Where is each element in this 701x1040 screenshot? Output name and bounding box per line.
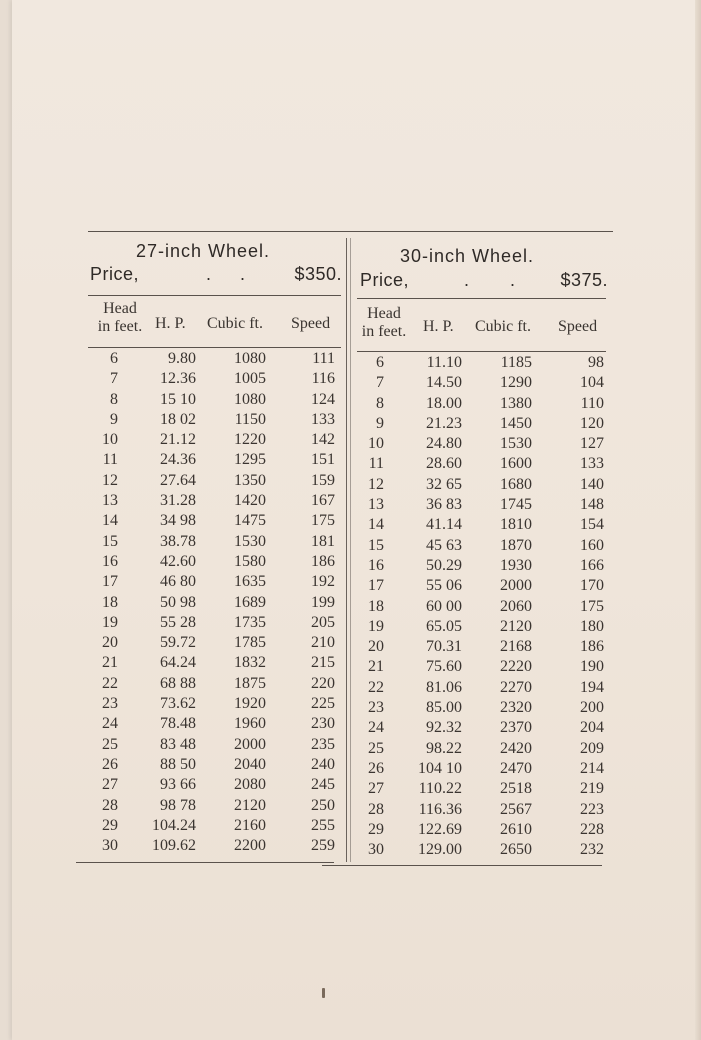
colhead-speed: Speed — [291, 315, 331, 332]
table-row — [356, 637, 606, 657]
colhead-head-line1: Head — [103, 300, 137, 317]
cell-cubic: 1600 — [500, 455, 532, 473]
price-label: Price, — [90, 264, 140, 284]
table-row — [356, 840, 606, 860]
colhead-head — [90, 300, 150, 336]
cell-cubic: 2040 — [234, 755, 266, 773]
cell-head: 9 — [110, 410, 118, 428]
cell-hp: 45 63 — [426, 536, 462, 554]
table-row — [356, 698, 606, 718]
cell-cubic: 2320 — [500, 699, 532, 717]
cell-speed: 225 — [311, 695, 335, 713]
cell-hp: 24.80 — [426, 435, 462, 453]
cell-speed: 192 — [311, 573, 335, 591]
cell-hp: 31.28 — [160, 492, 196, 510]
cell-head: 6 — [376, 354, 384, 371]
table-row — [356, 454, 606, 474]
price-value: $375. — [560, 270, 608, 290]
price-rule-right — [357, 298, 606, 299]
cell-hp: 21.23 — [426, 414, 462, 432]
cell-hp: 46 80 — [160, 573, 196, 591]
cell-speed: 194 — [580, 678, 604, 696]
cell-hp: 116.36 — [418, 800, 462, 818]
cell-cubic: 1350 — [234, 471, 266, 489]
cell-hp: 41.14 — [426, 516, 462, 534]
cell-hp: 32 65 — [426, 475, 462, 493]
table-row — [356, 779, 606, 799]
cell-hp: 14.50 — [426, 374, 462, 392]
cell-head: 23 — [102, 695, 118, 713]
cell-head: 21 — [368, 658, 384, 676]
cell-speed: 120 — [580, 414, 604, 432]
cell-head: 26 — [102, 755, 118, 773]
colhead-hp: H. P. — [423, 318, 454, 335]
table-row — [356, 515, 606, 535]
table-row — [356, 414, 606, 434]
cell-head: 18 — [102, 593, 118, 611]
cell-speed: 199 — [311, 593, 335, 611]
cell-hp: 85.00 — [426, 699, 462, 717]
table-row — [90, 714, 340, 734]
cell-hp: 129.00 — [418, 841, 462, 859]
cell-speed: 210 — [311, 634, 335, 652]
cell-hp: 24.36 — [160, 451, 196, 469]
cell-hp: 18.00 — [426, 394, 462, 412]
cell-cubic: 2000 — [234, 735, 266, 753]
cell-speed: 228 — [580, 820, 604, 838]
cell-cubic: 1475 — [234, 512, 266, 530]
cell-hp: 104 10 — [418, 759, 462, 777]
cell-cubic: 1380 — [500, 394, 532, 412]
table-row — [356, 434, 606, 454]
cell-head: 12 — [368, 475, 384, 493]
colhead-cubic: Cubic ft. — [475, 318, 531, 335]
table-row — [90, 796, 340, 816]
cell-speed: 259 — [311, 837, 335, 855]
table-row — [356, 394, 606, 414]
cell-cubic: 2080 — [234, 776, 266, 794]
table-row — [90, 735, 340, 755]
cell-cubic: 2370 — [500, 719, 532, 737]
table-title-30: 30-inch Wheel. — [400, 246, 535, 266]
cell-hp: 55 28 — [160, 613, 196, 631]
cell-head: 16 — [102, 552, 118, 570]
cell-head: 12 — [102, 471, 118, 489]
cell-cubic: 2470 — [500, 759, 532, 777]
cell-speed: 148 — [580, 496, 604, 514]
cell-head: 8 — [376, 394, 384, 412]
cell-head: 27 — [368, 780, 384, 798]
table-row — [356, 800, 606, 820]
cell-cubic: 1635 — [234, 573, 266, 591]
cell-speed: 142 — [311, 431, 335, 449]
cell-hp: 68 88 — [160, 674, 196, 692]
cell-hp: 109.62 — [152, 837, 196, 855]
cell-head: 24 — [368, 719, 384, 737]
table-title-27: 27-inch Wheel. — [136, 241, 271, 261]
cell-hp: 92.32 — [426, 719, 462, 737]
cell-cubic: 1295 — [234, 451, 266, 469]
table-row — [90, 491, 340, 511]
table-row — [356, 353, 606, 373]
cell-head: 29 — [368, 820, 384, 838]
cell-hp: 75.60 — [426, 658, 462, 676]
cell-cubic: 2567 — [500, 800, 532, 818]
table-row — [356, 678, 606, 698]
cell-head: 22 — [102, 674, 118, 692]
cell-speed: 186 — [580, 638, 604, 656]
cell-cubic: 2220 — [500, 658, 532, 676]
table-row — [90, 633, 340, 653]
cell-cubic: 2200 — [234, 837, 266, 855]
colhead-speed: Speed — [558, 318, 598, 335]
cell-speed: 200 — [580, 699, 604, 717]
cell-head: 18 — [368, 597, 384, 615]
center-divider-inner — [350, 238, 351, 862]
table-row — [90, 369, 340, 389]
table-row — [90, 572, 340, 592]
cell-speed: 220 — [311, 674, 335, 692]
colhead-head-line2: in feet. — [97, 318, 143, 335]
price-dots: . . — [206, 264, 258, 284]
cell-speed: 127 — [580, 435, 604, 453]
cell-cubic: 1150 — [234, 410, 266, 428]
cell-speed: 230 — [311, 715, 335, 733]
cell-cubic: 1220 — [234, 431, 266, 449]
cell-hp: 70.31 — [426, 638, 462, 656]
cell-head: 28 — [102, 796, 118, 814]
cell-hp: 93 66 — [160, 776, 196, 794]
cell-speed: 250 — [311, 796, 335, 814]
cell-cubic: 1689 — [234, 593, 266, 611]
cell-head: 11 — [102, 451, 118, 469]
cell-head: 24 — [102, 715, 118, 733]
cell-head: 15 — [102, 532, 118, 550]
cell-cubic: 1580 — [234, 552, 266, 570]
cell-head: 30 — [368, 841, 384, 859]
cell-hp: 122.69 — [418, 820, 462, 838]
table-row — [356, 475, 606, 495]
cell-speed: 223 — [580, 800, 604, 818]
cell-speed: 175 — [580, 597, 604, 615]
cell-head: 16 — [368, 556, 384, 574]
table-row — [356, 597, 606, 617]
top-rule — [88, 231, 613, 232]
table-row — [90, 410, 340, 430]
cell-hp: 98 78 — [160, 796, 196, 814]
cell-head: 30 — [102, 837, 118, 855]
table-row — [356, 657, 606, 677]
cell-cubic: 2120 — [234, 796, 266, 814]
table-row — [356, 373, 606, 393]
cell-head: 27 — [102, 776, 118, 794]
cell-head: 14 — [102, 512, 118, 530]
cell-head: 10 — [102, 431, 118, 449]
ink-spot — [322, 988, 325, 998]
table-row — [90, 775, 340, 795]
cell-head: 7 — [110, 370, 118, 388]
cell-head: 10 — [368, 435, 384, 453]
colhead-cubic: Cubic ft. — [207, 315, 263, 332]
cell-cubic: 1735 — [234, 613, 266, 631]
table-row — [356, 739, 606, 759]
cell-speed: 154 — [580, 516, 604, 534]
cell-hp: 18 02 — [160, 410, 196, 428]
table-row — [90, 349, 340, 369]
center-divider — [346, 238, 347, 862]
page-edge — [695, 0, 701, 1040]
cell-hp: 21.12 — [160, 431, 196, 449]
table-row — [90, 674, 340, 694]
cell-cubic: 1680 — [500, 475, 532, 493]
cell-speed: 240 — [311, 755, 335, 773]
cell-speed: 255 — [311, 816, 335, 834]
cell-cubic: 1920 — [234, 695, 266, 713]
cell-head: 26 — [368, 759, 384, 777]
cell-head: 8 — [110, 390, 118, 408]
cell-hp: 83 48 — [160, 735, 196, 753]
cell-speed: 98 — [588, 354, 604, 371]
table-row — [90, 390, 340, 410]
colhead-head-line2: in feet. — [361, 323, 407, 340]
colhead-head-line1: Head — [367, 305, 401, 322]
cell-speed: 245 — [311, 776, 335, 794]
cell-head: 7 — [376, 374, 384, 392]
cell-speed: 181 — [311, 532, 335, 550]
cell-cubic: 1745 — [500, 496, 532, 514]
cell-head: 25 — [102, 735, 118, 753]
cell-speed: 214 — [580, 759, 604, 777]
cell-head: 6 — [110, 350, 118, 367]
cell-cubic: 2000 — [500, 577, 532, 595]
price-dots: . . — [464, 270, 534, 290]
cell-cubic: 1960 — [234, 715, 266, 733]
cell-hp: 15 10 — [160, 390, 196, 408]
cell-hp: 65.05 — [426, 617, 462, 635]
cell-cubic: 2160 — [234, 816, 266, 834]
cell-hp: 104.24 — [152, 816, 196, 834]
cell-speed: 124 — [311, 390, 335, 408]
cell-speed: 151 — [311, 451, 335, 469]
cell-hp: 12.36 — [160, 370, 196, 388]
cell-speed: 204 — [580, 719, 604, 737]
cell-head: 11 — [368, 455, 384, 473]
bottom-rule-left — [76, 862, 334, 863]
cell-hp: 55 06 — [426, 577, 462, 595]
cell-head: 14 — [368, 516, 384, 534]
cell-head: 23 — [368, 699, 384, 717]
cell-hp: 42.60 — [160, 552, 196, 570]
colhead-head — [354, 305, 414, 341]
cell-cubic: 1080 — [234, 350, 266, 367]
cell-speed: 180 — [580, 617, 604, 635]
table-row — [90, 430, 340, 450]
cell-speed: 133 — [580, 455, 604, 473]
cell-hp: 110.22 — [418, 780, 462, 798]
cell-hp: 98.22 — [426, 739, 462, 757]
price-value: $350. — [294, 264, 342, 284]
cell-head: 29 — [102, 816, 118, 834]
cell-speed: 205 — [311, 613, 335, 631]
cell-speed: 235 — [311, 735, 335, 753]
cell-speed: 159 — [311, 471, 335, 489]
cell-hp: 50.29 — [426, 556, 462, 574]
cell-speed: 186 — [311, 552, 335, 570]
cell-cubic: 2420 — [500, 739, 532, 757]
cell-hp: 88 50 — [160, 755, 196, 773]
cell-cubic: 1185 — [500, 354, 532, 371]
cell-head: 17 — [102, 573, 118, 591]
table-row — [90, 836, 340, 856]
cell-cubic: 1832 — [234, 654, 266, 672]
cell-hp: 81.06 — [426, 678, 462, 696]
cell-head: 28 — [368, 800, 384, 818]
cell-head: 22 — [368, 678, 384, 696]
price-label: Price, — [360, 270, 410, 290]
cell-hp: 64.24 — [160, 654, 196, 672]
cell-cubic: 1080 — [234, 390, 266, 408]
cell-head: 17 — [368, 577, 384, 595]
cell-speed: 160 — [580, 536, 604, 554]
cell-hp: 28.60 — [426, 455, 462, 473]
table-row — [90, 816, 340, 836]
cell-speed: 110 — [580, 394, 604, 412]
cell-speed: 140 — [580, 475, 604, 493]
cell-head: 13 — [368, 496, 384, 514]
table-row — [90, 511, 340, 531]
cell-cubic: 1785 — [234, 634, 266, 652]
cell-hp: 9.80 — [168, 350, 196, 367]
table-row — [356, 556, 606, 576]
cell-cubic: 1450 — [500, 414, 532, 432]
cell-speed: 167 — [311, 492, 335, 510]
cell-speed: 190 — [580, 658, 604, 676]
cell-speed: 170 — [580, 577, 604, 595]
cell-speed: 209 — [580, 739, 604, 757]
cell-cubic: 1530 — [500, 435, 532, 453]
cell-head: 9 — [376, 414, 384, 432]
cell-cubic: 1875 — [234, 674, 266, 692]
cell-hp: 78.48 — [160, 715, 196, 733]
cell-head: 19 — [102, 613, 118, 631]
cell-cubic: 1420 — [234, 492, 266, 510]
table-row — [90, 593, 340, 613]
table-row — [90, 694, 340, 714]
cell-hp: 36 83 — [426, 496, 462, 514]
cell-cubic: 2060 — [500, 597, 532, 615]
cell-cubic: 2120 — [500, 617, 532, 635]
cell-speed: 175 — [311, 512, 335, 530]
cell-speed: 219 — [580, 780, 604, 798]
cell-cubic: 1870 — [500, 536, 532, 554]
cell-speed: 232 — [580, 841, 604, 859]
table-row — [356, 495, 606, 515]
table-row — [90, 653, 340, 673]
cell-cubic: 1290 — [500, 374, 532, 392]
cell-head: 21 — [102, 654, 118, 672]
table-body-30 — [356, 353, 606, 860]
cell-head: 13 — [102, 492, 118, 510]
cell-cubic: 1005 — [234, 370, 266, 388]
table-row — [90, 471, 340, 491]
cell-hp: 59.72 — [160, 634, 196, 652]
cell-hp: 50 98 — [160, 593, 196, 611]
table-row — [90, 552, 340, 572]
colhead-rule-left — [88, 347, 341, 348]
table-row — [90, 450, 340, 470]
cell-cubic: 2518 — [500, 780, 532, 798]
cell-hp: 34 98 — [160, 512, 196, 530]
cell-cubic: 2270 — [500, 678, 532, 696]
bottom-rule-right — [322, 865, 602, 866]
table-body-27 — [90, 349, 340, 856]
cell-speed: 111 — [312, 350, 335, 367]
cell-hp: 60 00 — [426, 597, 462, 615]
colhead-hp: H. P. — [155, 315, 186, 332]
cell-cubic: 2650 — [500, 841, 532, 859]
cell-speed: 133 — [311, 410, 335, 428]
table-row — [90, 532, 340, 552]
table-row — [356, 718, 606, 738]
cell-head: 20 — [368, 638, 384, 656]
cell-speed: 215 — [311, 654, 335, 672]
cell-cubic: 1810 — [500, 516, 532, 534]
cell-head: 25 — [368, 739, 384, 757]
cell-hp: 11.10 — [426, 354, 462, 371]
table-row — [90, 755, 340, 775]
colhead-rule-right — [357, 351, 606, 352]
cell-head: 15 — [368, 536, 384, 554]
cell-speed: 116 — [311, 370, 335, 388]
table-row — [356, 820, 606, 840]
price-rule-left — [88, 295, 341, 296]
cell-hp: 73.62 — [160, 695, 196, 713]
cell-cubic: 2168 — [500, 638, 532, 656]
table-row — [356, 617, 606, 637]
cell-head: 19 — [368, 617, 384, 635]
cell-cubic: 2610 — [500, 820, 532, 838]
cell-cubic: 1530 — [234, 532, 266, 550]
cell-head: 20 — [102, 634, 118, 652]
cell-speed: 104 — [580, 374, 604, 392]
cell-speed: 166 — [580, 556, 604, 574]
table-row — [356, 576, 606, 596]
table-row — [90, 613, 340, 633]
cell-cubic: 1930 — [500, 556, 532, 574]
cell-hp: 27.64 — [160, 471, 196, 489]
table-row — [356, 759, 606, 779]
table-row — [356, 536, 606, 556]
cell-hp: 38.78 — [160, 532, 196, 550]
